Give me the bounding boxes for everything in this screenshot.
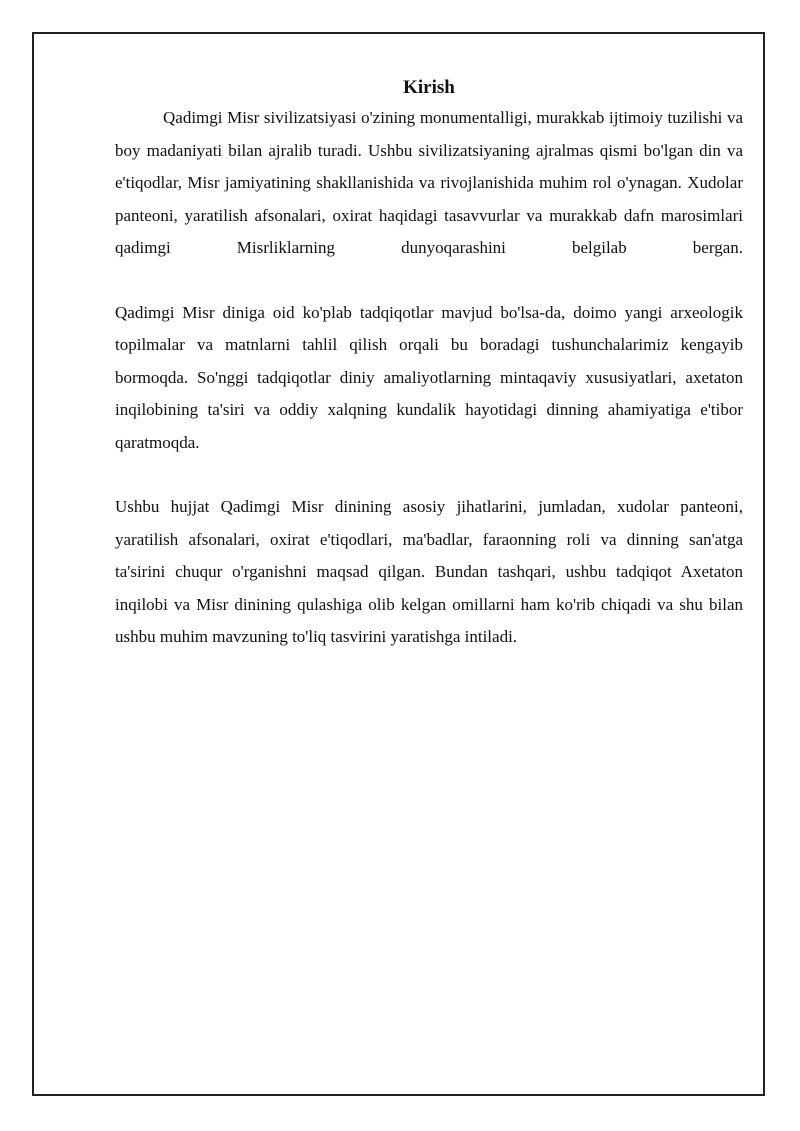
paragraph-1: Qadimgi Misr sivilizatsiyasi o'zining monumentalligi, murakkab ijtimoiy tuzilishi va boy madaniyati bilan ajralib turadi. Ushbu sivilizatsiyaning ajralmas qismi bo'lgan din va e'tiqodlar, Misr jamiyatining shakllanishida va rivojlanishida muhim rol o'ynagan. Xudolar panteoni, yaratilish afsonalari, oxirat haqidagi tasavvurlar va murakkab dafn marosimlari qadimgi Misrliklarning dunyoqarashini belgilab bergan.: [115, 108, 743, 257]
paragraph-spacer: [115, 265, 743, 297]
document-body: [115, 74, 743, 654]
paragraph-2: Qadimgi Misr diniga oid ko'plab tadqiqotlar mavjud bo'lsa-da, doimo yangi arxeologik topilmalar va matnlarni tahlil qilish orqali bu boradagi tushunchalarimiz kengayib bormoqda. So'nggi tadqiqotlar diniy amaliyotlarning mintaqaviy xususiyatlari, axetaton inqilobining ta'siri va oddiy xalqning kundalik hayotidagi dinning ahamiyatiga e'tibor qaratmoqda.: [115, 302, 743, 452]
paragraph-3: Ushbu hujjat Qadimgi Misr dinining asosiy jihatlarini, jumladan, xudolar panteoni, yaratilish afsonalari, oxirat e'tiqodlari, ma'badlar, faraonning roli va dinning san'atga ta'sirini chuqur o'rganishni maqsad qilgan. Bundan tashqari, ushbu tadqiqot Axetaton inqilobi va Misr dinining qulashiga olib kelgan omillarni ham ko'rib chiqadi va shu bilan ushbu muhim mavzuning to'liq tasvirini yaratishga intiladi.: [115, 497, 743, 646]
paragraph-spacer: [115, 459, 743, 491]
page-title: Kirish: [403, 77, 455, 98]
